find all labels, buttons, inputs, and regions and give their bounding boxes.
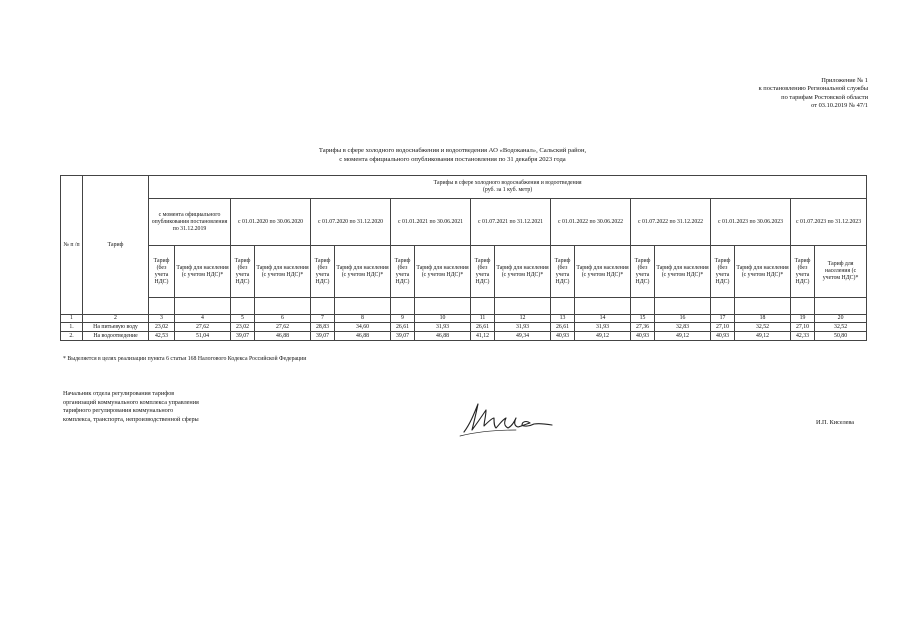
tariff-value: 31,93 (415, 323, 471, 332)
document-title (0, 146, 905, 164)
tariff-value: 26,61 (471, 323, 495, 332)
tariff-value: 32,52 (735, 323, 791, 332)
signer-line: организаций коммунального комплекса управления (63, 398, 199, 406)
table-row (61, 332, 867, 341)
column-number: 9 (391, 315, 415, 323)
appendix-line: к постановлению Региональной службы (758, 85, 868, 93)
subheader-population: Тариф для населения (с учетом НДС)* (575, 246, 631, 298)
column-number: 4 (175, 315, 231, 323)
subheader-population: Тариф для населения (с учетом НДС)* (495, 246, 551, 298)
row-number: 2. (61, 332, 83, 341)
period-header: с 01.07.2023 по 31.12.2023 (791, 199, 867, 246)
spacer-cell (471, 298, 495, 315)
spacer-cell (655, 298, 711, 315)
header-tariff: Тариф (83, 176, 149, 315)
column-number: 6 (255, 315, 311, 323)
spacer-cell (335, 298, 391, 315)
spacer-cell (415, 298, 471, 315)
column-number-row (61, 315, 867, 323)
spacer-cell (311, 298, 335, 315)
tariff-value: 26,61 (391, 323, 415, 332)
spacer-cell (391, 298, 415, 315)
appendix-note (759, 77, 868, 111)
title-line-1: Тарифы в сфере холодного водоснабжения и водоотведения АО «Водоканал», Сальский район, (318, 147, 587, 154)
appendix-line: по тарифам Ростовской области (781, 93, 868, 101)
subheader-population: Тариф для населения (с учетом НДС)* (655, 246, 711, 298)
spacer-cell (149, 298, 175, 315)
header-group (149, 176, 867, 199)
header-group-title: Тарифы в сфере холодного водоснабжения и водоотведения (433, 180, 582, 186)
spacer-cell (631, 298, 655, 315)
row-name: На водоотведение (83, 332, 149, 341)
subheader-no-vat: Тариф (без учета НДС) (311, 246, 335, 298)
footnote: * Выделяется в целях реализации пункта 6 статьи 168 Налогового Кодекса Российской Федерации (63, 356, 307, 362)
tariff-value: 26,61 (551, 323, 575, 332)
tariff-value: 32,83 (655, 323, 711, 332)
subheader-population: Тариф для населения (с учетом НДС)* (335, 246, 391, 298)
period-header: с 01.07.2021 по 31.12.2021 (471, 199, 551, 246)
signer-position (63, 390, 199, 424)
period-header: с момента официального опубликования постановления по 31.12.2019 (149, 199, 231, 246)
column-number: 7 (311, 315, 335, 323)
column-number: 11 (471, 315, 495, 323)
row-name: На питьевую воду (83, 323, 149, 332)
tariff-value: 49,12 (655, 332, 711, 341)
header-no: № п /п (61, 176, 83, 315)
tariff-value: 23,02 (149, 323, 175, 332)
title-line-2: с момента официального опубликования постановления по 31 декабря 2023 года (339, 156, 566, 163)
column-number: 16 (655, 315, 711, 323)
tariff-value: 49,12 (735, 332, 791, 341)
spacer-cell (231, 298, 255, 315)
column-number: 8 (335, 315, 391, 323)
tariff-value: 46,88 (335, 332, 391, 341)
period-header: с 01.01.2020 по 30.06.2020 (231, 199, 311, 246)
tariff-value: 40,93 (551, 332, 575, 341)
tariff-value: 23,02 (231, 323, 255, 332)
tariff-value: 46,88 (415, 332, 471, 341)
spacer-cell (255, 298, 311, 315)
period-header: с 01.07.2020 по 31.12.2020 (311, 199, 391, 246)
signer-name: И.П. Киселева (816, 419, 855, 426)
period-header: с 01.01.2023 по 30.06.2023 (711, 199, 791, 246)
spacer-cell (711, 298, 735, 315)
subheader-population: Тариф для населения (с учетом НДС)* (415, 246, 471, 298)
subheader-no-vat: Тариф (без учета НДС) (149, 246, 175, 298)
subheader-no-vat: Тариф (без учета НДС) (791, 246, 815, 298)
tariff-value: 41,12 (471, 332, 495, 341)
column-number: 12 (495, 315, 551, 323)
column-number: 10 (415, 315, 471, 323)
header-row-group (61, 176, 867, 199)
appendix-line: от 03.10.2019 № 47/1 (811, 102, 868, 110)
tariff-value: 39,07 (311, 332, 335, 341)
column-number: 5 (231, 315, 255, 323)
tariff-value: 49,34 (495, 332, 551, 341)
header-row-periods (61, 199, 867, 246)
subheader-no-vat: Тариф (без учета НДС) (391, 246, 415, 298)
signer-line: тарифного регулирования коммунального (63, 407, 174, 415)
tariff-value: 27,10 (711, 323, 735, 332)
spacer-cell (575, 298, 631, 315)
column-number: 20 (815, 315, 867, 323)
tariff-value: 27,62 (255, 323, 311, 332)
table-row (61, 323, 867, 332)
tariff-value: 46,88 (255, 332, 311, 341)
spacer-cell (495, 298, 551, 315)
column-number: 17 (711, 315, 735, 323)
column-number: 14 (575, 315, 631, 323)
spacer-cell (551, 298, 575, 315)
subheader-population: Тариф для населения (с учетом НДС)* (175, 246, 231, 298)
tariff-value: 31,93 (495, 323, 551, 332)
tariff-value: 40,93 (711, 332, 735, 341)
header-row-subcolumns (61, 246, 867, 298)
tariff-value: 27,62 (175, 323, 231, 332)
subheader-no-vat: Тариф (без учета НДС) (711, 246, 735, 298)
subheader-population: Тариф для населения (с учетом НДС)* (815, 246, 867, 298)
column-number: 2 (83, 315, 149, 323)
column-number: 1 (61, 315, 83, 323)
column-number: 13 (551, 315, 575, 323)
tariff-table (60, 175, 867, 341)
column-number: 18 (735, 315, 791, 323)
column-number: 3 (149, 315, 175, 323)
appendix-line: Приложение № 1 (821, 77, 868, 84)
handwritten-signature (456, 396, 556, 438)
row-number: 1. (61, 323, 83, 332)
tariff-value: 51,04 (175, 332, 231, 341)
tariff-value: 49,12 (575, 332, 631, 341)
tariff-value: 28,83 (311, 323, 335, 332)
tariff-value: 39,07 (231, 332, 255, 341)
tariff-value: 42,53 (149, 332, 175, 341)
signer-line: комплекса, транспорта, непроизводственной сферы (63, 415, 199, 423)
tariff-value: 31,93 (575, 323, 631, 332)
spacer-cell (735, 298, 791, 315)
tariff-value: 27,36 (631, 323, 655, 332)
tariff-value: 34,60 (335, 323, 391, 332)
subheader-no-vat: Тариф (без учета НДС) (231, 246, 255, 298)
header-group-unit: (руб. за 1 куб. метр) (482, 187, 533, 193)
tariff-value: 32,52 (815, 323, 867, 332)
subheader-no-vat: Тариф (без учета НДС) (471, 246, 495, 298)
spacer-cell (791, 298, 815, 315)
period-header: с 01.01.2021 по 30.06.2021 (391, 199, 471, 246)
subheader-population: Тариф для населения (с учетом НДС)* (735, 246, 791, 298)
tariff-value: 50,80 (815, 332, 867, 341)
period-header: с 01.07.2022 по 31.12.2022 (631, 199, 711, 246)
signer-line: Начальник отдела регулирования тарифов (63, 390, 175, 397)
column-number: 19 (791, 315, 815, 323)
tariff-value: 27,10 (791, 323, 815, 332)
tariff-value: 40,93 (631, 332, 655, 341)
header-row-spacer (61, 298, 867, 315)
tariff-value: 42,33 (791, 332, 815, 341)
spacer-cell (175, 298, 231, 315)
column-number: 15 (631, 315, 655, 323)
period-header: с 01.01.2022 по 30.06.2022 (551, 199, 631, 246)
tariff-value: 39,07 (391, 332, 415, 341)
spacer-cell (815, 298, 867, 315)
subheader-no-vat: Тариф (без учета НДС) (551, 246, 575, 298)
subheader-population: Тариф для населения (с учетом НДС)* (255, 246, 311, 298)
subheader-no-vat: Тариф (без учета НДС) (631, 246, 655, 298)
table-body (61, 176, 867, 341)
